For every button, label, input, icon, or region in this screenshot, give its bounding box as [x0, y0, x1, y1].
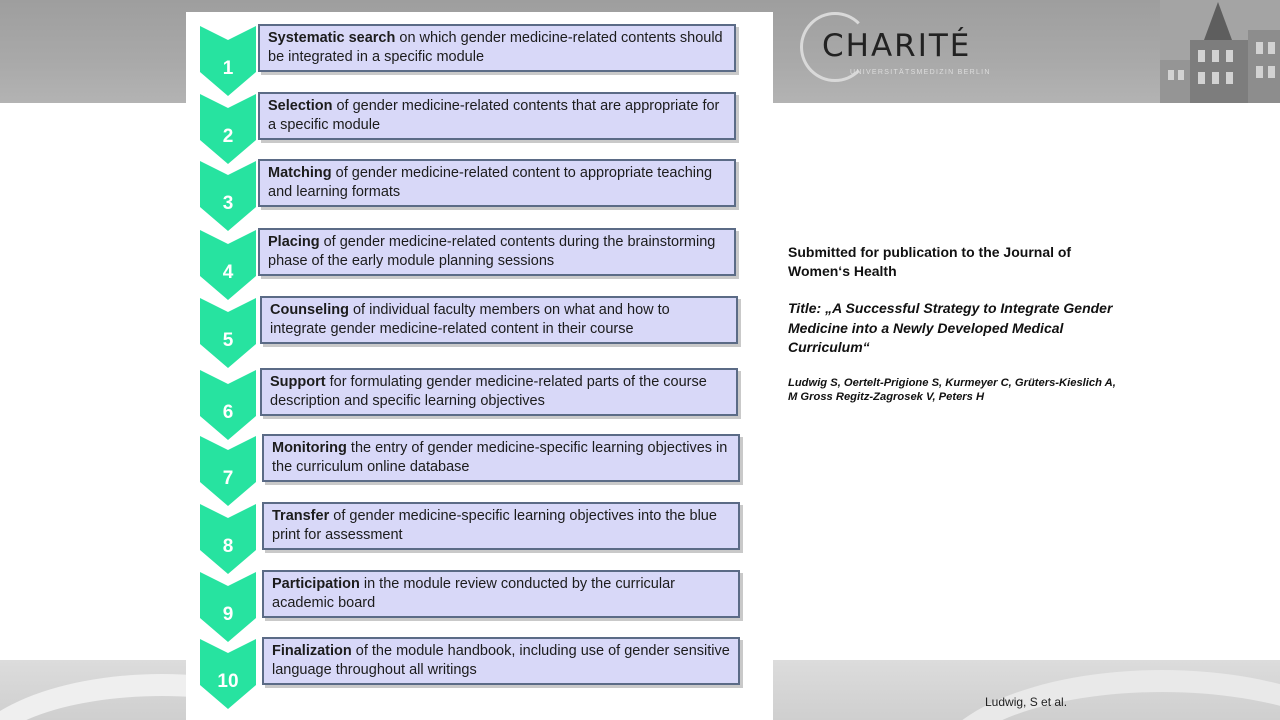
step-keyword: Selection — [268, 98, 333, 114]
step-number: 2 — [222, 126, 234, 147]
footer-credit: Ludwig, S et al. — [985, 695, 1068, 709]
step-number: 4 — [222, 262, 234, 283]
step-description: of the module handbook, including use of gender sensitive language throughout all writings — [272, 643, 730, 678]
step-number: 7 — [222, 468, 234, 489]
step-box — [260, 368, 738, 416]
process-step — [186, 422, 773, 492]
step-number: 8 — [222, 536, 234, 557]
step-box — [262, 570, 740, 618]
process-step — [186, 80, 773, 150]
step-description: on which gender medicine-related contents should be integrated in a specific module — [268, 30, 723, 65]
step-description: of individual faculty members on what and how to integrate gender medicine-related content in their course — [270, 302, 670, 337]
step-description: in the module review conducted by the curricular academic board — [272, 576, 675, 611]
step-box — [262, 434, 740, 482]
step-number: 9 — [222, 604, 234, 625]
step-box — [258, 92, 736, 140]
step-keyword: Systematic search — [268, 30, 396, 46]
step-number: 10 — [217, 671, 239, 692]
process-step — [186, 284, 773, 354]
building-image — [1160, 0, 1280, 103]
process-step — [186, 356, 773, 426]
step-description: the entry of gender medicine-specific learning objectives in the curriculum online database — [272, 440, 728, 475]
step-keyword: Matching — [268, 165, 332, 181]
step-description: for formulating gender medicine-related parts of the course description and specific learning objectives — [270, 374, 707, 409]
charite-logo — [800, 12, 1020, 84]
step-number: 6 — [222, 402, 234, 423]
publication-info — [788, 243, 1118, 404]
process-step — [186, 147, 773, 217]
step-number: 1 — [222, 58, 234, 79]
step-box — [262, 502, 740, 550]
footer-swoosh-right — [930, 670, 1280, 720]
step-number: 3 — [222, 193, 234, 214]
step-keyword: Counseling — [270, 302, 349, 318]
publication-title: Title: „A Successful Strategy to Integrate Gender Medicine into a Newly Developed Medical Curriculum“ — [788, 300, 1113, 355]
step-box — [262, 637, 740, 685]
process-step — [186, 490, 773, 560]
logo-subtitle: UNIVERSITÄTSMEDIZIN BERLIN — [850, 69, 991, 76]
process-step — [186, 12, 773, 82]
step-description: of gender medicine-related content to appropriate teaching and learning formats — [268, 165, 713, 200]
step-description: of gender medicine-related contents during the brainstorming phase of the early module planning sessions — [268, 234, 716, 269]
step-keyword: Support — [270, 374, 326, 390]
logo-name: CHARITÉ — [822, 28, 972, 64]
step-box — [258, 159, 736, 207]
step-box — [260, 296, 738, 344]
step-keyword: Monitoring — [272, 440, 347, 456]
step-description: of gender medicine-specific learning objectives into the blue print for assessment — [272, 508, 717, 543]
process-step — [186, 558, 773, 628]
step-keyword: Finalization — [272, 643, 352, 659]
step-description: of gender medicine-related contents that are appropriate for a specific module — [268, 98, 720, 133]
step-keyword: Placing — [268, 234, 320, 250]
process-step — [186, 216, 773, 286]
step-keyword: Transfer — [272, 508, 330, 524]
publication-authors: Ludwig S, Oertelt-Prigione S, Kurmeyer C, Grüters-Kieslich A, M Gross Regitz-Zagrosek V, Peters H — [788, 376, 1116, 403]
process-panel — [186, 12, 773, 720]
process-step — [186, 625, 773, 695]
submitted-note: Submitted for publication to the Journal of Women‘s Health — [788, 244, 1072, 279]
step-keyword: Participation — [272, 576, 360, 592]
step-box — [258, 228, 736, 276]
step-box — [258, 24, 736, 72]
step-number: 5 — [222, 330, 234, 351]
